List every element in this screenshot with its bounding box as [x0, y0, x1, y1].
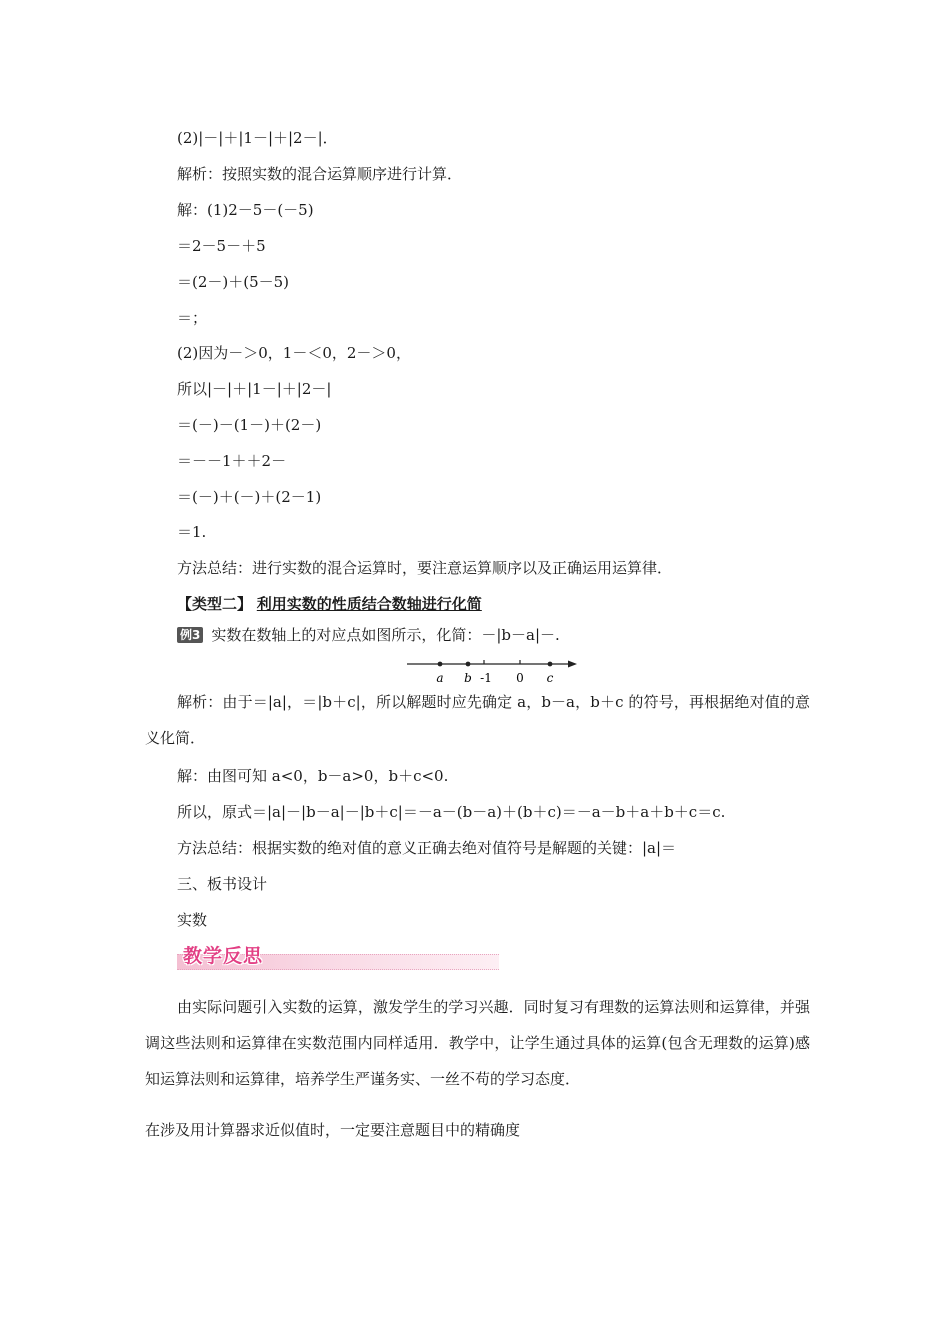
- reflection-last-line: 在涉及用计算器求近似值时，一定要注意题目中的精确度: [145, 1121, 521, 1139]
- solution-2-step-1: (2)因为－＞0，1－＜0，2－＞0，: [177, 344, 411, 362]
- solution-3-step-2: 所以，原式＝|a|－|b－a|－|b＋c|＝－a－(b－a)＋(b＋c)＝－a－b＋a＋b＋c＝c.: [177, 803, 726, 821]
- type-2-heading: [177, 594, 482, 614]
- analysis-1: 解析：按照实数的混合运算顺序进行计算．: [177, 165, 463, 183]
- example-3: [177, 625, 560, 645]
- label-0: 0: [516, 671, 524, 685]
- point-a: [438, 662, 443, 667]
- example-badge: 例3: [177, 627, 203, 643]
- type-2-label: 【类型二】: [177, 595, 253, 613]
- section-heading-3: 三、板书设计: [177, 875, 268, 893]
- solution-1-step-3: ＝(2－)＋(5－5): [177, 273, 290, 291]
- number-line-figure: [405, 650, 585, 686]
- number-line-arrow: [568, 661, 577, 668]
- method-summary-1: 方法总结：进行实数的混合运算时，要注意运算顺序以及正确运用运算律．: [177, 559, 673, 577]
- label-a: a: [436, 671, 444, 685]
- solution-2-step-2: 所以|－|＋|1－|＋|2－|: [177, 380, 332, 398]
- solution-1-step-2: ＝2－5－＋5: [177, 237, 266, 255]
- point-c: [548, 662, 553, 667]
- solution-2-result: ＝1.: [177, 523, 207, 541]
- label-minus-1: -1: [480, 671, 492, 685]
- point-b: [466, 662, 471, 667]
- problem-2-expression: (2)|－|＋|1－|＋|2－|．: [177, 129, 338, 147]
- solution-2-step-4: ＝－－1＋＋2－: [177, 452, 287, 470]
- board-design-content: 实数: [177, 911, 208, 929]
- solution-1-step-4: ＝；: [177, 309, 208, 327]
- reflection-paragraph: 由实际问题引入实数的运算，激发学生的学习兴趣．同时复习有理数的运算法则和运算律，并强调这些法则和运算律在实数范围内同样适用．教学中，让学生通过具体的运算(包含无理数的运算)感知运算法则和运算律，培养学生严谨务实、一丝不苟的学习态度．: [145, 998, 810, 1088]
- analysis-3: 解析：由于＝|a|，＝|b＋c|，所以解题时应先确定 a，b－a，b＋c 的符号，再根据绝对值的意义化简．: [145, 693, 810, 747]
- teaching-reflection-banner: [177, 944, 499, 971]
- example-3-text: 实数在数轴上的对应点如图所示，化简：－|b－a|－.: [211, 626, 560, 644]
- solution-1-step-1: 解：(1)2－5－(－5): [177, 201, 314, 219]
- method-summary-3: 方法总结：根据实数的绝对值的意义正确去绝对值符号是解题的关键：|a|＝: [177, 839, 677, 857]
- label-c: c: [546, 671, 554, 685]
- solution-2-step-5: ＝(－)＋(－)＋(2－1): [177, 488, 322, 506]
- type-2-title: 利用实数的性质结合数轴进行化简: [256, 595, 482, 613]
- label-b: b: [464, 671, 472, 685]
- solution-2-step-3: ＝(－)－(1－)＋(2－): [177, 416, 322, 434]
- solution-3-step-1: 解：由图可知 a<0，b－a>0，b＋c<0.: [177, 767, 449, 785]
- banner-title: 教学反思: [183, 945, 264, 967]
